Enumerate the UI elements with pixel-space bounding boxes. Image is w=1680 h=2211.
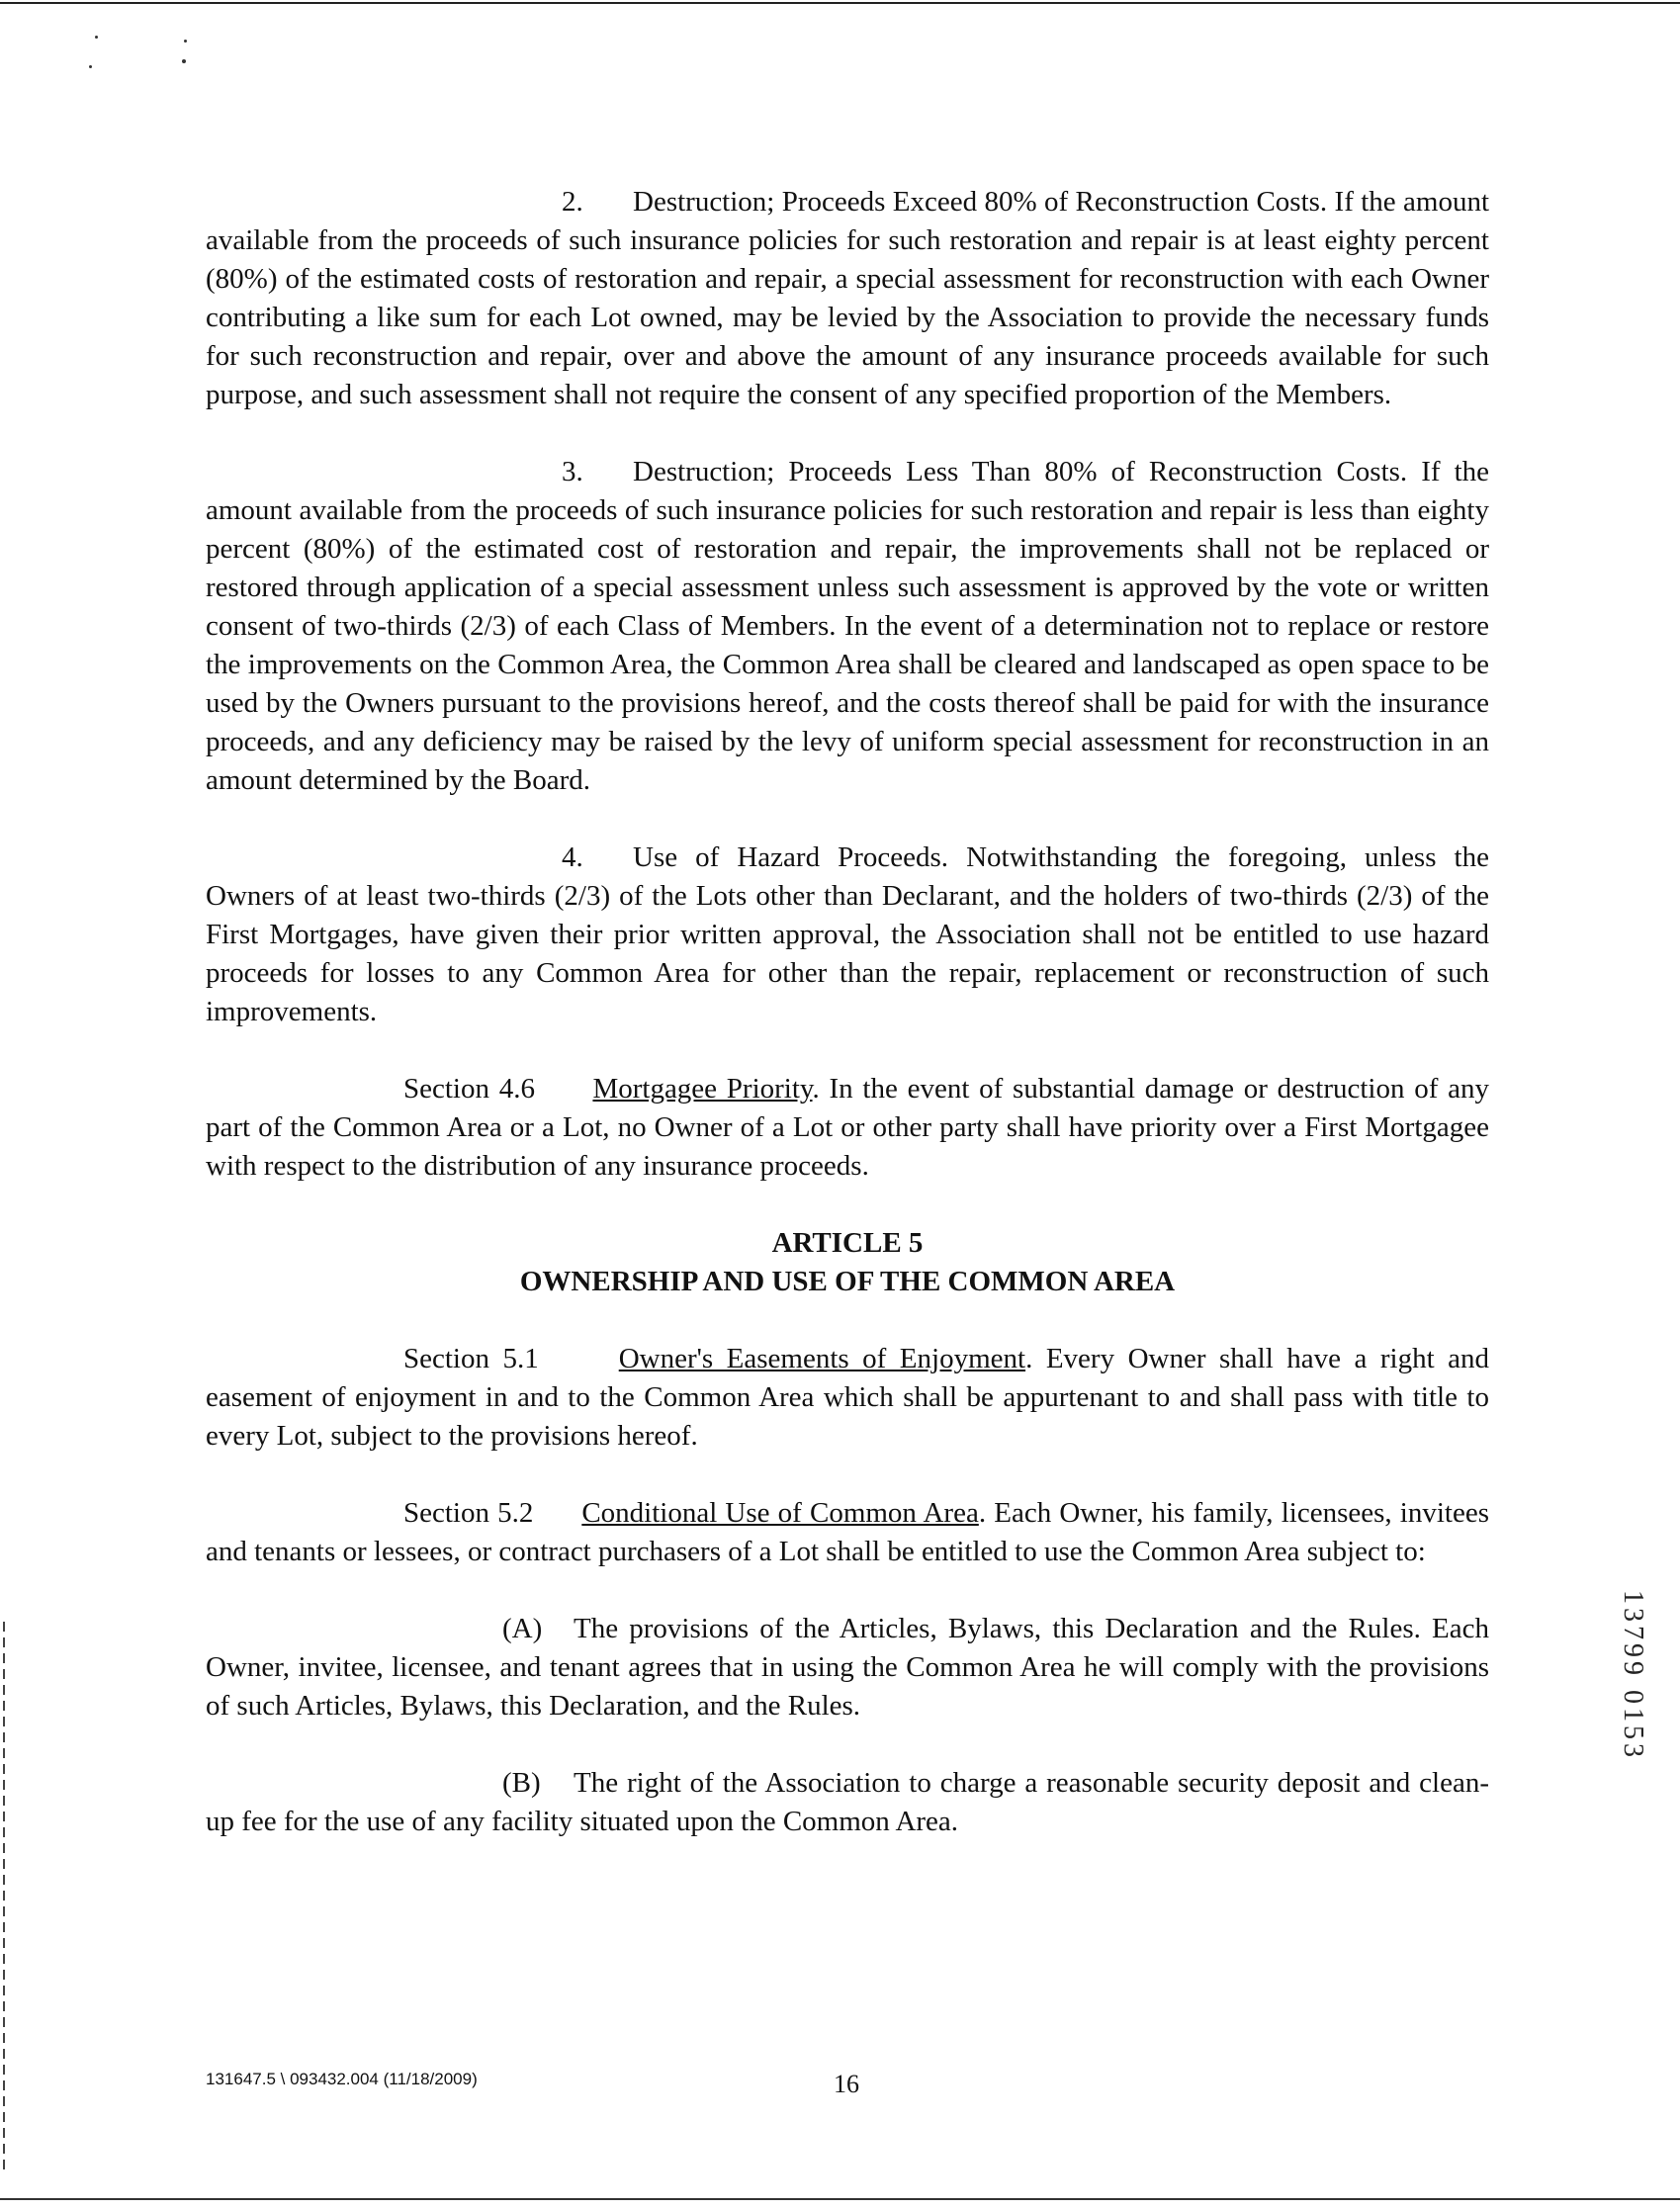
section-label: Section 4.6: [403, 1073, 535, 1105]
paragraph-number: 2.: [562, 186, 583, 218]
section-label: Section 5.2: [403, 1497, 534, 1529]
margin-recording-number: 13799 0153: [1618, 1590, 1648, 1761]
article-title: OWNERSHIP AND USE OF THE COMMON AREA: [519, 1266, 1176, 1297]
paragraph-2: [206, 183, 1489, 414]
document-body: [206, 183, 1489, 1841]
section-text: . Each Owner, his family, licensees, invitees and tenants or lessees, or contract purchasers of a Lot shall be entitled to use the Common Area subject to:: [206, 1497, 1489, 1567]
paragraph-text: If the amount available from the proceeds of such insurance policies for such restoration and repair is at least eighty percent (80%) of the estimated costs of restoration and repair, a special assessment for reconstruction with each Owner contributing a like sum for each Lot owned, may be levied by the Association to provide the necessary funds for such reconstruction and repair, over and above the amount of any insurance proceeds available for such purpose, and such assessment shall not require the consent of any specified proportion of the Members.: [206, 186, 1489, 410]
subitem-text: The provisions of the Articles, Bylaws, this Declaration and the Rules. Each Owner, invitee, licensee, and tenant agrees that in using the Common Area he will comply with the provisions of such Articles, Bylaws, this Declaration, and the Rules.: [206, 1613, 1489, 1722]
paragraph-heading: Destruction; Proceeds Less Than 80% of Reconstruction Costs.: [633, 456, 1408, 487]
paragraph-text: If the amount available from the proceeds of such insurance policies for such restoration and repair is less than eighty percent (80%) of the estimated cost of restoration and repair, the improvements shall not be replaced or restored through application of a special assessment unless such assessment is approved by the vote or written consent of two-thirds (2/3) of each Class of Members. In the event of a determination not to replace or restore the improvements on the Common Area, the Common Area shall be cleared and landscaped as open space to be used by the Owners pursuant to the provisions hereof, and the costs thereof shall be paid for with the insurance proceeds, and any deficiency may be raised by the levy of uniform special assessment for reconstruction in an amount determined by the Board.: [206, 456, 1489, 796]
paragraph-number: 4.: [562, 841, 583, 873]
subitem-label: (A): [502, 1613, 543, 1644]
subitem-a: [206, 1610, 1489, 1725]
footer-reference: 131647.5 \ 093432.004 (11/18/2009): [206, 2070, 478, 2088]
paragraph-4: [206, 839, 1489, 1031]
section-label: Section 5.1: [403, 1343, 539, 1374]
section-4-6: [206, 1070, 1489, 1186]
paragraph-heading: Use of Hazard Proceeds.: [633, 841, 949, 873]
subitem-label: (B): [502, 1767, 541, 1799]
scan-top-border: [0, 2, 1680, 4]
subitem-b: [206, 1764, 1489, 1841]
section-title: Mortgagee Priority: [592, 1073, 813, 1105]
section-text: . Every Owner shall have a right and easement of enjoyment in and to the Common Area which shall be appurtenant to and shall pass with title to every Lot, subject to the provisions hereof.: [206, 1343, 1489, 1452]
scan-bottom-border: [0, 2198, 1680, 2200]
section-title: Conditional Use of Common Area: [581, 1497, 979, 1529]
paragraph-text: Notwithstanding the foregoing, unless the Owners of at least two-thirds (2/3) of the Lots other than Declarant, and the holders of two-thirds (2/3) of the First Mortgages, have given their prior written approval, the Association shall not be entitled to use hazard proceeds for losses to any Common Area for other than the repair, replacement or reconstruction of such improvements.: [206, 841, 1489, 1027]
section-title: Owner's Easements of Enjoyment: [618, 1343, 1026, 1374]
section-text: . In the event of substantial damage or destruction of any part of the Common Area or a Lot, no Owner of a Lot or other party shall have priority over a First Mortgagee with respect to the distribution of any insurance proceeds.: [206, 1073, 1489, 1182]
paragraph-heading: Destruction; Proceeds Exceed 80% of Reconstruction Costs.: [633, 186, 1328, 218]
scan-left-edge: [3, 1622, 5, 2175]
section-5-1: [206, 1340, 1489, 1456]
page-number: 16: [834, 2070, 859, 2098]
paragraph-3: [206, 453, 1489, 800]
subitem-text: The right of the Association to charge a reasonable security deposit and clean-up fee for the use of any facility situated upon the Common Area.: [206, 1767, 1489, 1837]
article-number: ARTICLE 5: [771, 1227, 924, 1259]
section-5-2: [206, 1494, 1489, 1571]
paragraph-number: 3.: [562, 456, 583, 487]
